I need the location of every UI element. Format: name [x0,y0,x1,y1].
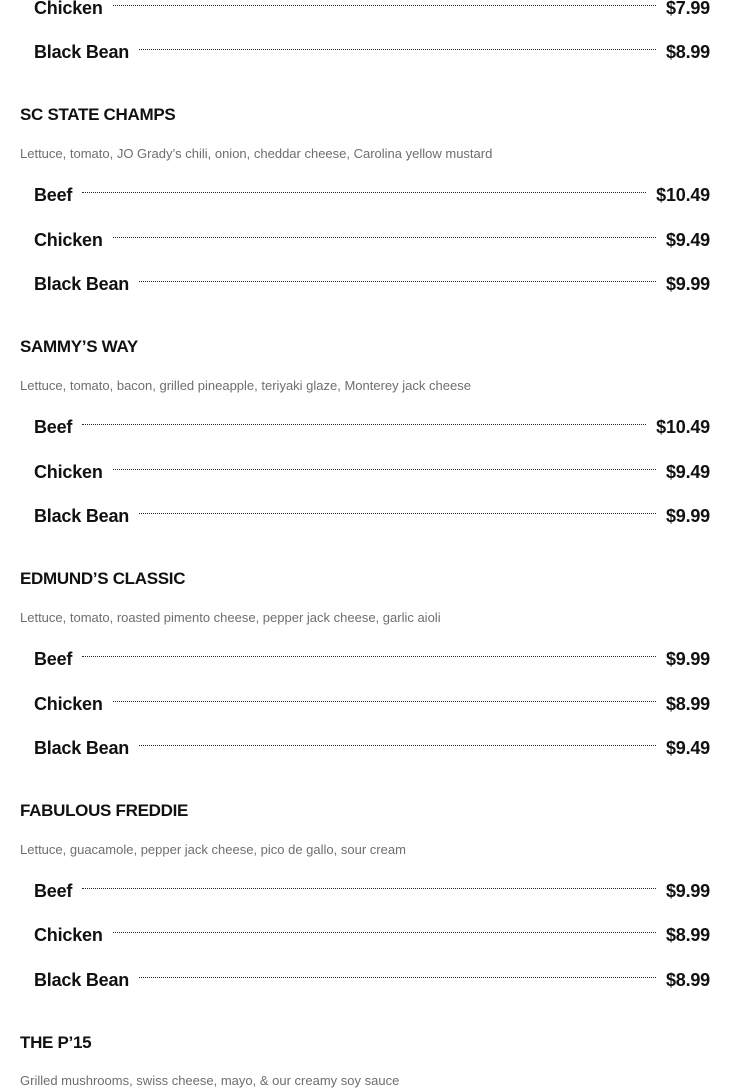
dot-leader [139,513,656,514]
menu-item-row [34,271,710,297]
menu-item-row [34,646,710,672]
menu-item-price: $8.99 [665,924,710,945]
menu-item-row [34,691,710,717]
section-description: Lettuce, tomato, bacon, grilled pineapple, teriyaki glaze, Monterey jack cheese [20,378,471,393]
dot-leader [82,192,646,193]
dot-leader [113,469,656,470]
menu-item-name: Chicken [34,924,103,945]
menu-item-row [34,39,710,65]
section-description: Lettuce, tomato, JO Grady’s chili, onion, cheddar cheese, Carolina yellow mustard [20,146,493,161]
section-title: THE P’15 [20,1033,92,1052]
section-title: SC STATE CHAMPS [20,105,176,124]
dot-leader [82,888,656,889]
menu-item-row [34,967,710,993]
menu-item-price: $9.49 [665,737,710,758]
dot-leader [139,745,656,746]
section-description: Lettuce, guacamole, pepper jack cheese, pico de gallo, sour cream [20,842,406,857]
menu-item-name: Black Bean [34,273,130,294]
menu-item-row [34,503,710,529]
dot-leader [82,656,656,657]
menu-item-name: Beef [34,416,73,437]
dot-leader [139,281,656,282]
menu-item-name: Chicken [34,693,103,714]
menu-item-row [34,227,710,253]
menu-item-name: Chicken [34,461,103,482]
menu-item-price: $9.99 [665,880,710,901]
dot-leader [139,977,656,978]
section-description: Lettuce, tomato, roasted pimento cheese, pepper jack cheese, garlic aioli [20,610,441,625]
menu-item-name: Black Bean [34,505,130,526]
menu-item-row [34,459,710,485]
menu-item-name: Beef [34,648,73,669]
menu-item-row [34,735,710,761]
menu-item-name: Black Bean [34,41,130,62]
menu-item-price: $10.49 [656,416,710,437]
menu-item-price: $8.99 [665,693,710,714]
menu-item-row [34,878,710,904]
menu-item-price: $9.49 [665,229,710,250]
menu-item-name: Chicken [34,0,103,18]
menu-item-name: Black Bean [34,737,130,758]
dot-leader [113,932,656,933]
dot-leader [113,237,656,238]
menu-item-name: Beef [34,880,73,901]
section-title: EDMUND’S CLASSIC [20,569,186,588]
section-description: Grilled mushrooms, swiss cheese, mayo, & our creamy soy sauce [20,1073,400,1088]
menu-item-row [34,414,710,440]
section-title: SAMMY’S WAY [20,337,138,356]
menu-item-price: $10.49 [656,184,710,205]
section-title: FABULOUS FREDDIE [20,801,189,820]
menu-item-name: Black Bean [34,969,130,990]
menu-item-price: $8.99 [665,41,710,62]
dot-leader [113,701,656,702]
menu-item-name: Chicken [34,229,103,250]
menu-item-price: $8.99 [665,969,710,990]
menu-item-price: $9.99 [665,505,710,526]
menu-item-row [34,0,710,21]
menu-item-price: $9.49 [665,461,710,482]
menu-item-name: Beef [34,184,73,205]
menu-item-price: $9.99 [665,648,710,669]
dot-leader [82,424,646,425]
dot-leader [139,49,656,50]
menu-item-row [34,922,710,948]
menu-item-price: $9.99 [665,273,710,294]
menu-item-row [34,182,710,208]
dot-leader [113,5,656,6]
menu-item-price: $7.99 [665,0,710,18]
